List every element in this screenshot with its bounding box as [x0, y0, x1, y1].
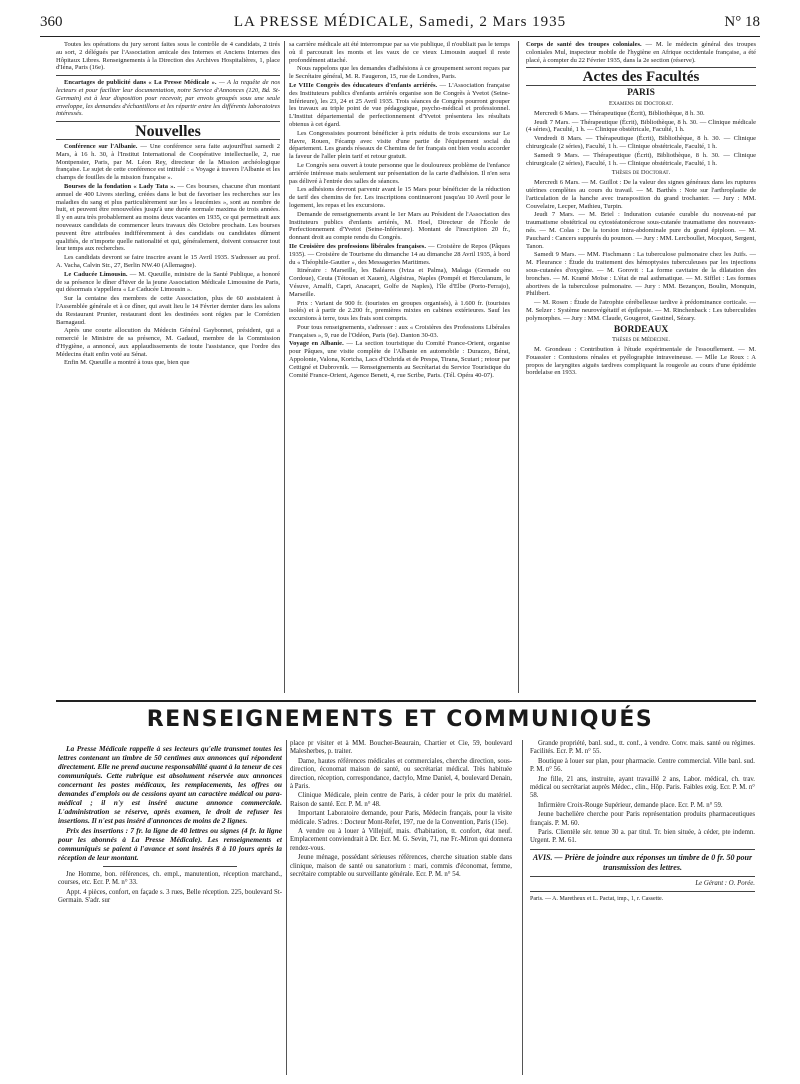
news-item-voyage-albanie: Voyage en Albanie. — La section touristique du Comité France-Orient, organise pour Pâques, une visite complète de l'Albanie en automobile : Durazzo, Bérat, Appolonie, Valona, Kortcha, Lacs d'Ochrida et de Prespa, Tirana, Scutari ; retour par Cettigné et Dubrovnik. — Renseignements au Secrétariat du Service Touristique du Comité France-Orient, Agence Benett, 4, rue Scribe, Paris. (Tél. Opéra 40-07). — [289, 340, 510, 379]
classified-ad: A vendre ou à louer à Villejuif, mais. d'habitation, tt. confort, état neuf. Emplacement conviendrait à Dr. Ecr. M. G. Sevin, 71, rue Fr.-Miron qui donnera rendez-vous. — [290, 828, 512, 852]
gerant-signature: Le Gérant : O. Porée. — [695, 879, 755, 887]
exam-entry: Mercredi 6 Mars. — Thérapeutique (Écrit), Bibliothèque, 8 h. 30. — [534, 109, 705, 117]
thesis-entry: — M. Rosen : Étude de l'atrophie cérébelleuse tardive à prédominance corticale. — M. Selzer : Système neurovégétatif et épilepsie. — M. Rinchenback : Les tuberculides polymorphes. — Jury : MM. Claude, Gougerot, Gastinel, Sézary. — [526, 299, 756, 322]
printer-imprint: Paris. — A. Maretheux et L. Pactat, imp., 1, r. Cassette. — [530, 896, 664, 903]
classified-ad: Grande propriété, banl. sud., tt. conf., à vendre. Conv. mais. santé ou régimes. Facilités. Ecr. P. M. n° 55. — [530, 740, 755, 756]
classifieds-prices: Prix des insertions : 7 fr. la ligne de 40 lettres ou signes (4 fr. la ligne pour les abonnés à La Presse Médicale). Les renseignements et communiqués se paient à l'avance et sont insérés 8 à 10 jours après la réception de leur montant. — [58, 826, 282, 862]
encartages-text: — A la requête de nos lecteurs et pour faciliter leur documentation, notre Service d'Annonces (120, Bd. St-Germain) est à leur disposition pour recevoir, par envois groupés sous une seule enveloppe, les demandes d'échantillons et les répartir entre les différents laboratoires intéressés. — [56, 79, 280, 118]
news-paragraph: Les Congressistes pourront bénéficier à prix réduits de trois excursions sur Le Havre, Rouen, Fécamp avec visite d'une partie de l'équipement social du département. Les grands réseaux de Chemins de fer français ont bien voulu accorder la faveur de l'aller plein tarif et retour gratuit. — [289, 129, 510, 161]
column-rule — [284, 41, 285, 693]
news-item-congres-educateurs: Le VIIIe Congrès des éducateurs d'enfants arriérés. — L'Association française des Instituteurs publics d'enfants arriérés organise son 8e Congrès à Yvetot (Seine-Inférieure), les 23, 24 et 25 Avril 1935. Trois séances de Congrès pourront grouper les travaux au triple point de vue pédagogique, psycho-médical et professionnel. L'Institut départemental de perfectionnement d'Yvetot présentera les résultats obtenus à cet égard. — [289, 81, 510, 128]
classified-ad: Appt. 4 pièces, confort, en façade s. 3 rues, Belle réception. 225, boulevard St-Germain. S'adr. sur — [58, 888, 282, 905]
issue-number: N° 18 — [724, 14, 760, 30]
thesis-entry: Mercredi 6 Mars. — M. Guillot : De la valeur des signes généraux dans les ruptures utérines complètes au cours du travail. — M. Barthès : Note sur l'arthroplastie de l'articulation de la hanche avec transposition du grand trochanter. — Jury : MM. Couvelaire, Lecper, Mathieu, Turpin. — [526, 179, 756, 210]
column-2 — [289, 41, 510, 693]
actes-facultes-title: Actes des Facultés — [582, 69, 700, 86]
news-paragraph: Nous rappelons que les demandes d'adhésions à ce groupement seront reçues par le Secrétaire général, M. R. Faugeron, 15, rue de Londres, Paris. — [289, 65, 510, 81]
classified-ad: Important Laboratoire demande, pour Paris, Médecin français, pour la visite médicale. S'adres. : Docteur Mont-Refet, 197, rue de la Convention, Paris (15e). — [290, 810, 512, 826]
exam-entry: Jeudi 7 Mars. — Thérapeutique (Écrit), Bibliothèque, 8 h. 30. — Clinique médicale (4 séries), Faculté, 1 h. — Clinique obstétricale, Faculté, 1 h. — [526, 118, 756, 134]
news-paragraph: Après une courte allocution du Médecin Général Gaybonnet, président, qui a remercié le Ministre de sa présence, M. Gadaud, membre de la Commission d'Hygiène, a annoncé, aux applaudissements de toute l'assistance, que l'ordre des Médecins était enfin voté au Sénat. — [56, 327, 280, 358]
exam-entry: Vendredi 8 Mars. — Thérapeutique (Écrit), Bibliothèque, 8 h. 30. — Clinique chirurgicale (2 séries), Faculté, 1 h. — Clinique obstétricale, Faculté, 1 h. — [526, 135, 756, 150]
column-rule — [522, 740, 523, 1075]
exam-entry: Samedi 9 Mars. — Thérapeutique (Écrit), Bibliothèque, 8 h. 30. — Clinique chirurgicale (2 séries), Faculté, 1 h. — Clinique obstétricale, Faculté, 1 h. — [526, 151, 756, 167]
news-item-caducee: Le Caducée Limousin. — M. Queuille, ministre de la Santé Publique, a honoré de sa présence le dîner d'hiver de la jeune Association Médicale Limousine de Paris, qui désormais s'appellera « Le Caducée Limousin ». — [56, 270, 280, 294]
renseignements-title: RENSEIGNEMENTS ET COMMUNIQUÉS — [146, 707, 654, 732]
classified-ad: Boutique à louer sur plan, pour pharmacie. Centre commercial. Ville banl. sud. P. M. n° 56. — [530, 757, 755, 774]
classified-ad: place pr visiter et à MM. Boucher-Beaurain, Chartier et Cie, 59, boulevard Malesherbes, p. traiter. — [290, 740, 512, 756]
news-paragraph: Les adhésions devront parvenir avant le 15 Mars pour bénéficier de la réduction de tarif des chemins de fer. Les inscriptions continueront jusqu'au 10 Avril pour le logement, les repas et les excursions. — [289, 186, 510, 209]
divider — [530, 876, 755, 877]
divider — [530, 891, 755, 892]
news-heading: Voyage en Albanie. — [289, 340, 344, 348]
news-item-albanie-conference: Conférence sur l'Albanie. — Une conférence sera faite aujourd'hui samedi 2 Mars, à 16 h. 30, à l'Institut International de Coopérative intellectuelle, 2, rue Montpensier, Paris, par M. Léon Rey, directeur de la Mission archéologique française. Le sujet de cette conférence est intitulé : « Voyage à travers l'Albanie et les champs de fouilles de la mission française ». — [56, 142, 280, 182]
news-item-croisiere: IIe Croisière des professions libérales françaises. — Croisière de Repos (Pâques 1935). — Croisière de Tourisme du dimanche 14 au dimanche 28 Avril 1935, à bord du « Théophile-Gautier », des Messageries Maritimes. — [289, 242, 510, 266]
journal-title: LA PRESSE MÉDICALE, Samedi, 2 Mars 1935 — [233, 14, 567, 30]
classified-ad: Jne Homme, bon. références, ch. empl., manutention, réception marchand., courses, etc. Ecr. P. M. n° 33. — [58, 871, 282, 887]
classified-ad: Jeune bachelière cherche pour Paris représentation produits pharmaceutiques français. P. M. 60. — [530, 811, 755, 827]
classifieds-column-3 — [530, 740, 755, 1080]
city-paris: PARIS — [627, 88, 655, 99]
classified-ad: Clinique Médicale, plein centre de Paris, à céder pour le prix du matériel. Raison de santé. Ecr. P. M. n° 48. — [290, 792, 512, 808]
section-rule — [56, 700, 756, 702]
city-bordeaux: BORDEAUX — [613, 324, 669, 335]
news-paragraph: Enfin M. Queuille a montré à tous que, bien que — [64, 359, 190, 367]
news-paragraph: sa carrière médicale ait été interrompue par sa vie publique, il n'oubliait pas le temps où il parcourait les monts et les vaux de ce vieux Limousin auquel il reste profondément attaché. — [289, 41, 510, 64]
divider — [103, 866, 237, 867]
news-item-lady-tata: Bourses de la fondation « Lady Tata ». — Ces bourses, chacune d'un montant annuel de 400 Livres sterling, créées dans le but de favoriser les recherches sur les maladies du sang et plus particulièrement sur les « leucémies », sont au nombre de huit, et peuvent être renouvelées jusqu'à une durée normale maxima de trois années. Il y en aura très probablement au moins deux vacantes en 1935, ce qui permettrait aux nouveaux candidats de commencer leurs travaux dès Octobre prochain. Les bourses peuvent être attribuées indifféremment à des candidats ou candidates dûment qualifiés, de n'importe quelle nationalité et qui, généralement, doivent consacrer tout leur temps aux recherches. — [56, 182, 280, 253]
bordeaux-theses-heading: Thèses de Médecine. — [612, 336, 670, 344]
column-rule — [286, 740, 287, 1075]
classified-ad: Dame, hautes références médicales et commerciales, cherche direction, sous-direction, économat maison de santé, ou secrétariat médical. Très habituée direction, réception, correspondance, dactylo, Mme Daniel, 4, boulevard Denain, à Paris. — [290, 757, 512, 791]
column-1 — [56, 41, 280, 693]
encartages-paragraph — [56, 79, 280, 118]
thesis-entry: Jeudi 7 Mars. — M. Briel : Induration cutanée curable du nouveau-né par traumatisme obstétrical ou cytostéatonécrose sous-cutanée traumatisme des nouveaux-nés. — M. Colas : De la torsion intra-abdominale pure du grand épiploon. — M. Pauchard : Cancers suppurés du poumon. — Jury : MM. Lercboullet, Mocquot, Sergent, Tanon. — [526, 211, 756, 250]
news-paragraph: Itinéraire : Marseille, les Baléares (Iviza et Palma), Malaga (Grenade ou Cordoue), Ceuta (Tétouan et Xauen), Algésiras, Naples (Pompéi et Herculanum, le Vésuve, Amalfi, Capri, Anacapri, Golfe de Naples), l'île d'Elbe (Porto-Ferrajo), Marseille. — [289, 267, 510, 298]
classified-ad: Jeune ménage, possédant sérieuses références, cherche situation stable dans clinique, maison de santé ou sanatorium : mari, commis d'économat, femme, secrétaire comptable ou surveillante générale. Ecr. P. M. n° 54. — [290, 854, 512, 879]
news-heading: Le VIIIe Congrès des éducateurs d'enfants arriérés. — [289, 81, 438, 89]
news-heading: IIe Croisière des professions libérales françaises. — [289, 242, 426, 250]
divider — [56, 121, 280, 122]
column-rule — [518, 41, 519, 693]
classifieds-column-2 — [290, 740, 512, 1080]
divider — [526, 85, 756, 86]
column-3 — [526, 41, 756, 693]
news-heading: Bourses de la fondation « Lady Tata ». — [64, 182, 176, 190]
news-paragraph: Demande de renseignements avant le 1er Mars au Président de l'Association des Instituteurs publics d'enfants arriérés, M. Hoel, Directeur de l'École de Perfectionnement d'Yvetot (Seine-Inférieure). Montant de l'inscription 20 fr., donnant droit au compte rendu du Congrès. — [289, 210, 510, 242]
classified-ad: Infirmière Croix-Rouge Supérieur, demande place. Ecr. P. M. n° 59. — [538, 801, 723, 809]
divider — [526, 67, 756, 68]
encartages-heading: Encartages de publicité dans « La Presse Médicale ». — [64, 79, 217, 87]
header-rule — [40, 36, 760, 37]
avis-notice: AVIS. — Prière de joindre aux réponses un timbre de 0 fr. 50 pour transmission des lettres. — [532, 852, 753, 872]
classified-ad: Paris. Clientèle sér. tenue 30 a. par titul. Tr. bien située, à céder, pte indemn. Urgent. P. M. 61. — [530, 829, 755, 845]
classified-ad: Jne fille, 21 ans, instruite, ayant travaillé 2 ans, Labor. médical, ch. trav. médical ou secrétariat auprès Médec., clin., Hôp. Paris. Faibles exig. Ecr. P. M. n° 58. — [530, 775, 755, 800]
page-header — [40, 12, 760, 34]
classifieds-intro: La Presse Médicale rappelle à ses lecteurs qu'elle transmet toutes les lettres contenant un timbre de 50 centimes aux annonces qui répondent directement. Elle ne prend aucune responsabilité quant à la teneur de ces communiqués. Cette rubrique est absolument réservée aux annonces concernant les postes médicaux, les remplacements, les offres ou demandes d'emplois ou de cessions ayant un caractère médical ou para-médical ; il n'y est inséré aucune annonce commerciale. L'administration se réserve, après examen, le droit de refuser les insertions. Il n'est pas inséré d'annonces de moins de 2 lignes. — [58, 744, 282, 825]
news-heading: Corps de santé des troupes coloniales. — [526, 41, 642, 48]
news-paragraph: Les candidats devront se faire inscrire avant le 15 Avril 1935. S'adresser au prof. A. Vacha, Calvin Str., 27, Berlin NW.40 (Allemagne). — [56, 254, 280, 269]
news-paragraph: Sur la centaine des membres de cette Association, plus de 60 assistaient à l'Assemblée générale et à ce dîner, qui avait lieu le 14 Février dernier dans les salons du Restaurant Prunier, restaurant dont les destinées sont régies par le Corrézien Barnagaud. — [56, 295, 280, 326]
doctorat-heading: Examens de Doctorat. — [608, 99, 674, 107]
news-paragraph: Pour tous renseignements, s'adresser : aux « Croisières des Professions Libérales Françaises », 9, rue de l'Odéon, Paris (6e). Danton 30-03. — [289, 323, 510, 339]
nouvelles-title: Nouvelles — [135, 123, 201, 141]
news-paragraph: Prix : Variant de 900 fr. (touristes en groupes organisés), à 1.600 fr. (touristes isolés) et à partir de 2.200 fr., premières mixtes en cabines extérieures. Sauf les excursions à terre, tous les frais sont compris. — [289, 299, 510, 323]
corps-sante-item: Corps de santé des troupes coloniales. — M. le médecin général des troupes coloniales Mul, inspecteur mobile de l'hygiène en Afrique occidentale française, a été placé, à compter du 22 Février 1935, dans la 2e section (réserve). — [526, 41, 756, 64]
theses-heading: Thèses de Doctorat. — [611, 169, 671, 177]
news-heading: Conférence sur l'Albanie. — [64, 142, 138, 150]
news-heading: Le Caducée Limousin. — [64, 270, 128, 278]
news-paragraph: Le Congrès sera ouvert à toute personne que le douloureux problème de l'enfance arriérée intéresse mais seulement sur présentation de la carte d'adhésion. Il n'en sera pas délivré à l'entrée des salles de séances. — [289, 161, 510, 185]
classifieds-column-1 — [58, 744, 282, 1084]
divider — [56, 75, 280, 76]
page-number: 360 — [40, 14, 63, 30]
bordeaux-theses: M. Grondeau : Contribution à l'étude expérimentale de l'essouflement. — M. Fouassier : Contusions rénales et pyélographie intraveineuse. — Mlle Le Roux : A propos de laryngites aiguës tardives compliquant la rougeole au cours d'une épidémie bordelaise en 1933. — [526, 346, 756, 377]
divider — [530, 849, 755, 850]
thesis-entry: Samedi 9 Mars. — MM. Fischmann : La tuberculose pulmonaire chez les Juifs. — M. Fleurance : Étude du traitement des hémoptysies tuberculeuses par les injections sous-cutanées d'oxygène. — M. Gorovit : La forme cavitaire de la dilatation des bronches. — M. Kramé Moïse : L'état de mal asthmatique. — M. Sifflet : Les formes abortives de la tuberculose pulmonaire. — Jury : MM. Bezançon, Boulin, Monquin, Philibert. — [526, 251, 756, 298]
intro-continuation: Toutes les opérations du jury seront faites sous le contrôle de 4 candidats, 2 tirés au sort, 2 délégués par l'Association amicale des Internes et Anciens Internes des Hôpitaux Libres. Renseignements à la Direction des Archives Hospitalières, 1, place d'Iéna, Paris (16e). — [56, 41, 280, 72]
